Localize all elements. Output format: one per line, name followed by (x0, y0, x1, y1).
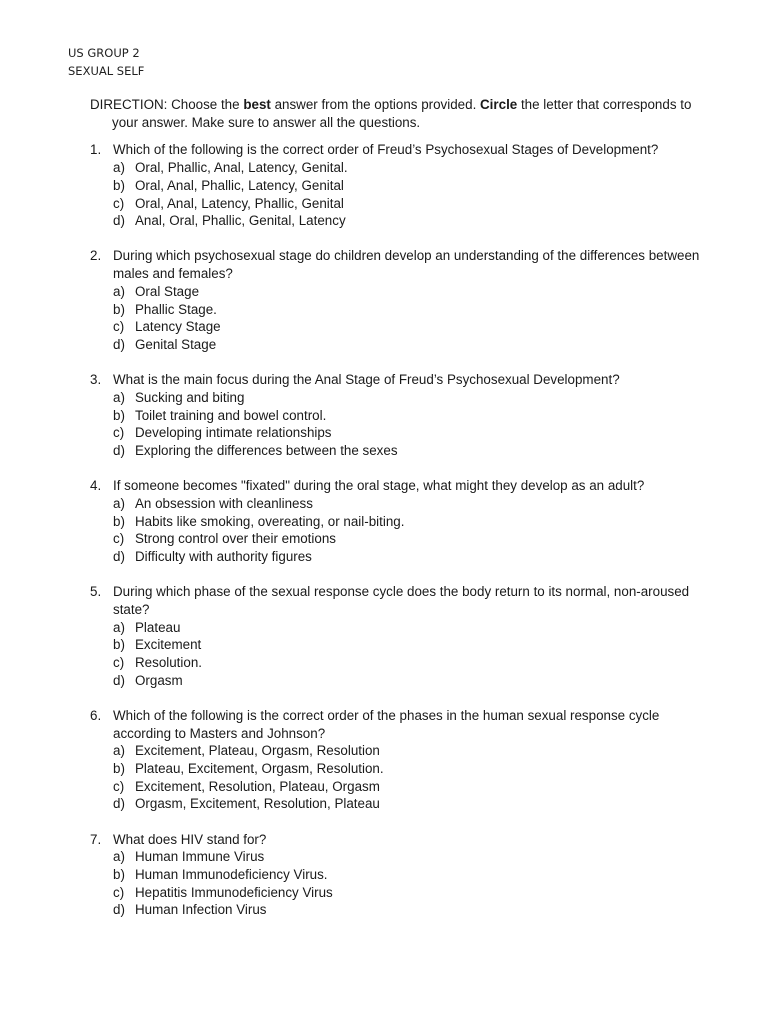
option-list (113, 848, 710, 919)
option-text: Oral, Anal, Latency, Phallic, Genital (135, 195, 344, 211)
option-letter: b) (113, 407, 125, 423)
header-subject: SEXUAL SELF (68, 64, 145, 78)
question-3 (90, 371, 710, 460)
option-d[interactable] (113, 336, 710, 354)
option-b[interactable] (113, 636, 710, 654)
option-letter: d) (113, 442, 125, 458)
question-text: Which of the following is the correct order of Freud’s Psychosexual Stages of Development? (113, 142, 659, 158)
option-d[interactable] (113, 548, 710, 566)
option-letter: b) (113, 761, 125, 776)
option-letter: c) (113, 778, 125, 794)
option-a[interactable] (113, 619, 710, 637)
option-c[interactable] (113, 424, 710, 442)
option-a[interactable] (113, 848, 710, 866)
option-text: Sucking and biting (135, 389, 245, 405)
option-text: Oral, Phallic, Anal, Latency, Genital. (135, 160, 348, 176)
option-text: Developing intimate relationships (135, 425, 332, 441)
option-a[interactable] (113, 283, 710, 301)
option-text: Latency Stage (135, 319, 221, 335)
option-c[interactable] (113, 654, 710, 672)
option-text: Genital Stage (135, 336, 217, 352)
option-text: Excitement, Resolution, Plateau, Orgasm (135, 778, 380, 794)
option-d[interactable] (113, 442, 710, 460)
question-number: 6. (90, 707, 102, 723)
option-text: Oral Stage (135, 283, 200, 299)
option-d[interactable] (113, 672, 710, 690)
option-c[interactable] (113, 884, 710, 902)
question-text: If someone becomes "fixated" during the oral stage, what might they develop as an adult? (113, 478, 645, 494)
option-list (113, 159, 710, 230)
option-c[interactable] (113, 318, 710, 336)
option-a[interactable] (113, 159, 710, 177)
option-letter: d) (113, 796, 125, 812)
option-text: Hepatitis Immunodeficiency Virus (135, 884, 333, 900)
question-text: What is the main focus during the Anal Stage of Freud’s Psychosexual Development? (113, 372, 620, 388)
option-list (113, 619, 710, 690)
question-7 (90, 831, 710, 920)
option-list (113, 742, 710, 813)
question-number: 1. (90, 142, 102, 158)
direction-bold-circle: Circle (480, 97, 518, 112)
document-body (90, 96, 710, 937)
option-letter: c) (113, 654, 125, 670)
option-letter: d) (113, 548, 125, 564)
option-letter: b) (113, 637, 125, 653)
option-b[interactable] (113, 177, 710, 195)
option-text: Strong control over their emotions (135, 531, 336, 547)
option-letter: c) (113, 425, 125, 441)
question-6 (90, 707, 710, 813)
question-number: 2. (90, 248, 102, 264)
option-list (113, 495, 710, 566)
option-text: Phallic Stage. (135, 301, 217, 317)
option-letter: c) (113, 319, 125, 335)
option-text: Orgasm (135, 672, 183, 688)
direction-text-3: the letter that corresponds to your answer. Make sure to answer all the questions. (112, 97, 692, 130)
question-text: Which of the following is the correct order of the phases in the human sexual response cycle according to Masters and Johnson? (113, 707, 660, 741)
option-a[interactable] (113, 389, 710, 407)
question-text: During which phase of the sexual response cycle does the body return to its normal, non-aroused state? (113, 584, 690, 617)
question-list (90, 141, 710, 919)
option-text: Orgasm, Excitement, Resolution, Plateau (135, 796, 380, 812)
option-text: Anal, Oral, Phallic, Genital, Latency (135, 213, 346, 229)
option-text: Habits like smoking, overeating, or nail-biting. (135, 513, 405, 529)
option-text: Human Immunodeficiency Virus. (135, 867, 328, 883)
option-letter: a) (113, 283, 125, 299)
question-2 (90, 247, 710, 353)
direction-text-1: DIRECTION: Choose the (90, 97, 244, 112)
option-letter: d) (113, 902, 125, 918)
document-header (68, 44, 144, 80)
option-d[interactable] (113, 901, 710, 919)
option-letter: d) (113, 672, 125, 688)
option-letter: c) (113, 884, 125, 900)
option-d[interactable] (113, 795, 710, 813)
direction-text-2: answer from the options provided. (270, 97, 481, 112)
option-letter: b) (113, 177, 125, 193)
header-group: US GROUP 2 (68, 46, 140, 60)
question-5 (90, 583, 710, 689)
option-text: An obsession with cleanliness (135, 495, 313, 511)
option-d[interactable] (113, 212, 710, 230)
option-text: Plateau, Excitement, Orgasm, Resolution. (135, 761, 384, 776)
question-number: 5. (90, 584, 102, 600)
option-b[interactable] (113, 407, 710, 425)
option-text: Plateau (135, 619, 181, 635)
option-letter: a) (113, 743, 125, 759)
option-letter: d) (113, 213, 125, 229)
option-letter: c) (113, 531, 125, 547)
direction-paragraph (90, 96, 710, 131)
question-4 (90, 477, 710, 566)
question-text: What does HIV stand for? (113, 831, 267, 847)
option-text: Human Immune Virus (135, 849, 265, 865)
option-text: Excitement (135, 637, 202, 653)
option-b[interactable] (113, 760, 710, 778)
option-list (113, 389, 710, 460)
option-text: Exploring the differences between the sexes (135, 442, 398, 458)
option-letter: a) (113, 619, 125, 635)
option-letter: b) (113, 301, 125, 317)
option-letter: d) (113, 336, 125, 352)
option-text: Toilet training and bowel control. (135, 407, 327, 423)
question-1 (90, 141, 710, 230)
option-b[interactable] (113, 866, 710, 884)
option-list (113, 283, 710, 354)
question-number: 7. (90, 831, 102, 847)
option-letter: c) (113, 195, 125, 211)
option-letter: b) (113, 513, 125, 529)
option-b[interactable] (113, 301, 710, 319)
option-b[interactable] (113, 513, 710, 531)
option-letter: b) (113, 867, 125, 883)
option-letter: a) (113, 160, 125, 176)
option-text: Excitement, Plateau, Orgasm, Resolution (135, 743, 380, 759)
option-c[interactable] (113, 530, 710, 548)
option-letter: a) (113, 849, 125, 865)
question-number: 4. (90, 478, 102, 494)
question-text: During which psychosexual stage do children develop an understanding of the differences between males and females? (113, 248, 700, 282)
option-text: Oral, Anal, Phallic, Latency, Genital (135, 177, 344, 193)
option-text: Resolution. (135, 654, 202, 670)
direction-bold-best: best (243, 97, 271, 112)
option-letter: a) (113, 389, 125, 405)
option-a[interactable] (113, 742, 710, 760)
option-c[interactable] (113, 778, 710, 796)
option-text: Human Infection Virus (135, 902, 267, 918)
option-c[interactable] (113, 195, 710, 213)
option-text: Difficulty with authority figures (135, 548, 312, 564)
option-a[interactable] (113, 495, 710, 513)
question-number: 3. (90, 372, 102, 388)
option-letter: a) (113, 495, 125, 511)
